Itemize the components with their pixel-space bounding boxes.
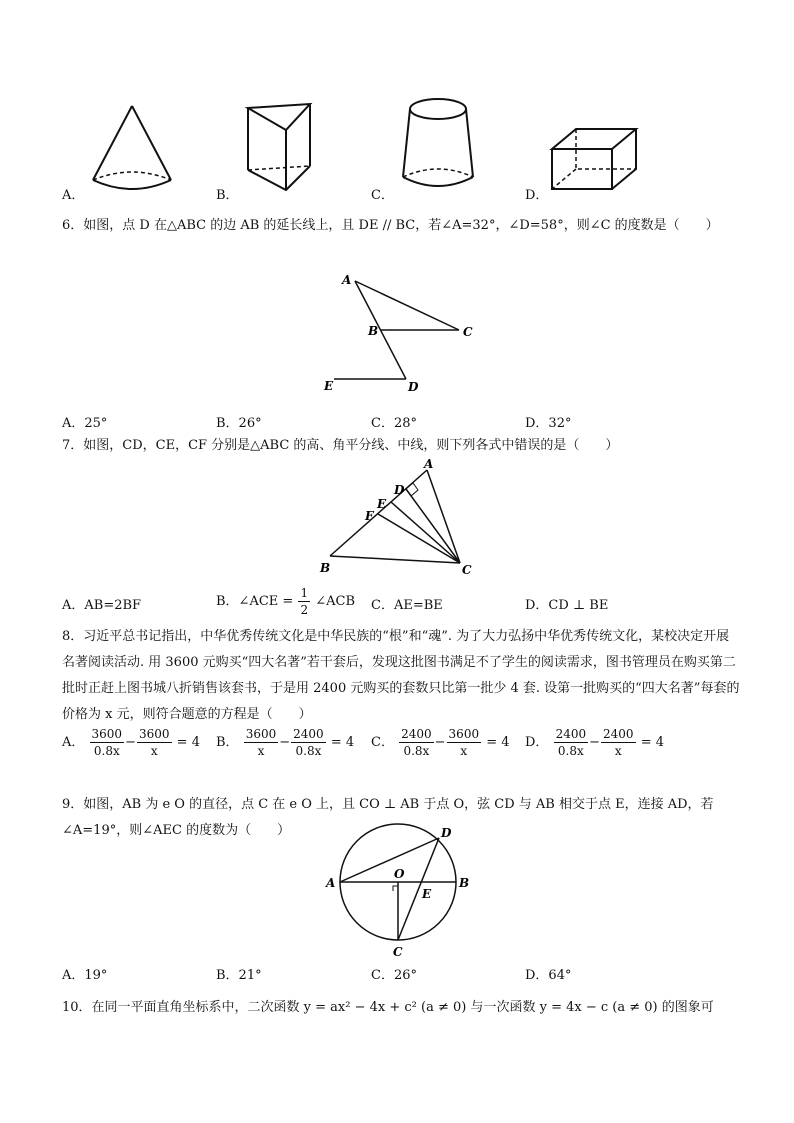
q6-point-d: D xyxy=(408,380,419,394)
q9-option-d[interactable]: D．64° xyxy=(525,968,572,983)
question-9-stem: 9．如图，AB 为 e O 的直径，点 C 在 e O 上，且 CO ⊥ AB 于点 O，弦 CD 与 AB 相交于点 E，连接 AD，若∠A=19°，则∠AEC 的度数为（ ） xyxy=(62,797,714,838)
q7-option-b-fraction xyxy=(298,585,310,618)
cuboid-figure xyxy=(548,125,643,195)
q8-c-d1: 0.8x xyxy=(403,744,430,758)
question-10-stem: 10．在同一平面直角坐标系中，二次函数 y = ax² − 4x + c² (a ≠ 0) 与一次函数 y = 4x − c (a ≠ 0) 的图象可 xyxy=(62,1000,714,1015)
triangular-prism-icon xyxy=(240,100,315,195)
q8-option-d[interactable] xyxy=(525,723,664,763)
question-8-stem: 8．习近平总书记指出，中华优秀传统文化是中华民族的“根”和“魂”. 为了大力弘扬中华优秀传统文化，某校决定开展名著阅读活动. 用 3600 元购买“四大名著”若干套后，发现这批图书满足不了学生的阅读需求，图书管理员在购买第二批时正赶上图书城八折销售该套书，于是用 2400 元购买的套数只比第一批少 4 套. 设第一批购买的“四大名著”每套的价格为 x 元，则符合题意的方程是（ ） xyxy=(62,629,740,722)
q8-c-rhs: = 4 xyxy=(486,735,510,750)
q7-option-a[interactable]: A．AB=2BF xyxy=(62,598,142,613)
q9-point-d: D xyxy=(441,826,452,840)
q8-option-a[interactable] xyxy=(62,723,200,763)
cone-icon xyxy=(85,98,180,193)
q7-frac-den: 2 xyxy=(300,603,309,617)
q7-point-a: A xyxy=(424,458,434,471)
frustum-figure xyxy=(398,95,478,195)
cuboid-icon xyxy=(548,125,643,195)
q7-point-d: D xyxy=(394,483,405,497)
q6-point-a: A xyxy=(342,273,352,287)
question-7-figure xyxy=(318,458,488,578)
question-9-figure xyxy=(322,820,472,960)
q7-option-d[interactable]: D．CD ⊥ BE xyxy=(525,598,609,613)
q7-frac-num: 1 xyxy=(300,586,309,600)
q9-option-b[interactable]: B．21° xyxy=(216,968,262,983)
q8-a-n1: 3600 xyxy=(91,727,123,741)
cone-figure xyxy=(85,98,180,193)
q8-d-frac1 xyxy=(554,726,589,759)
q8-a-frac1 xyxy=(90,726,125,759)
q8-d-label: D． xyxy=(525,735,549,750)
q6-option-a[interactable]: A．25° xyxy=(62,416,108,431)
q9-option-a[interactable]: A．19° xyxy=(62,968,108,983)
shape-label-b: B． xyxy=(216,188,239,203)
shape-label-a: A． xyxy=(62,188,85,203)
frustum-icon xyxy=(398,95,478,195)
question-6-stem: 6．如图，点 D 在△ABC 的边 AB 的延长线上，且 DE // BC，若∠A=32°，∠D=58°，则∠C 的度数是（ ） xyxy=(62,218,719,233)
triangular-prism-figure xyxy=(240,100,315,195)
q8-a-d2: x xyxy=(150,744,158,758)
q8-option-b[interactable] xyxy=(216,723,354,763)
q6-point-e: E xyxy=(324,379,334,393)
q8-b-n1: 3600 xyxy=(245,727,277,741)
q9-point-o: O xyxy=(394,867,405,881)
question-6-figure xyxy=(318,268,478,398)
q7-option-c[interactable]: C．AE=BE xyxy=(371,598,443,613)
q7-option-b-suffix: ∠ACB xyxy=(315,594,355,609)
q9-point-a: A xyxy=(326,876,336,890)
q7-option-b-prefix: B．∠ACE = xyxy=(216,594,294,609)
q8-c-d2: x xyxy=(460,744,468,758)
shape-label-d: D． xyxy=(525,188,549,203)
q6-option-c[interactable]: C．28° xyxy=(371,416,417,431)
q8-c-frac1 xyxy=(399,726,434,759)
q8-d-minus: − xyxy=(589,735,601,750)
q8-c-n1: 2400 xyxy=(401,727,432,741)
q8-a-d1: 0.8x xyxy=(93,744,120,758)
q8-b-frac2 xyxy=(291,726,326,759)
q8-b-frac1 xyxy=(244,726,279,759)
q7-point-b: B xyxy=(320,561,331,575)
q8-a-rhs: = 4 xyxy=(176,735,200,750)
q8-d-d2: x xyxy=(614,744,622,758)
shape-label-c: C． xyxy=(371,188,394,203)
q8-option-c[interactable] xyxy=(371,723,510,763)
q8-c-n2: 3600 xyxy=(448,727,480,741)
q8-d-n2: 2400 xyxy=(603,727,634,741)
q8-c-frac2 xyxy=(447,726,482,759)
q7-point-f: F xyxy=(365,509,374,523)
q8-b-rhs: = 4 xyxy=(330,735,355,750)
q8-b-d2: 0.8x xyxy=(295,744,322,758)
q9-point-b: B xyxy=(459,876,470,890)
q6-point-c: C xyxy=(463,325,473,339)
q8-a-label: A． xyxy=(62,735,85,750)
q9-option-c[interactable]: C．26° xyxy=(371,968,417,983)
q8-b-n2: 2400 xyxy=(293,727,324,741)
q7-point-e: E xyxy=(377,497,387,511)
question-7-stem: 7．如图，CD，CE，CF 分别是△ABC 的高、角平分线、中线，则下列各式中错误的是（ ） xyxy=(62,438,619,453)
q9-point-c: C xyxy=(393,945,403,959)
q8-d-frac2 xyxy=(601,726,636,759)
q8-a-minus: − xyxy=(125,735,136,750)
q8-b-d1: x xyxy=(257,744,265,758)
q6-option-d[interactable]: D．32° xyxy=(525,416,572,431)
q8-b-minus: − xyxy=(279,735,291,750)
q6-option-b[interactable]: B．26° xyxy=(216,416,262,431)
q8-d-n1: 2400 xyxy=(555,727,587,741)
q8-a-frac2 xyxy=(137,726,172,759)
q9-point-e: E xyxy=(422,887,432,901)
q8-c-label: C． xyxy=(371,735,394,750)
q7-option-b[interactable] xyxy=(216,582,355,622)
q8-d-d1: 0.8x xyxy=(557,744,584,758)
q8-c-minus: − xyxy=(434,735,446,750)
q8-a-n2: 3600 xyxy=(138,727,170,741)
q8-d-rhs: = 4 xyxy=(640,735,665,750)
q6-point-b: B xyxy=(368,324,379,338)
q8-b-label: B． xyxy=(216,735,239,750)
q7-point-c: C xyxy=(462,563,472,577)
